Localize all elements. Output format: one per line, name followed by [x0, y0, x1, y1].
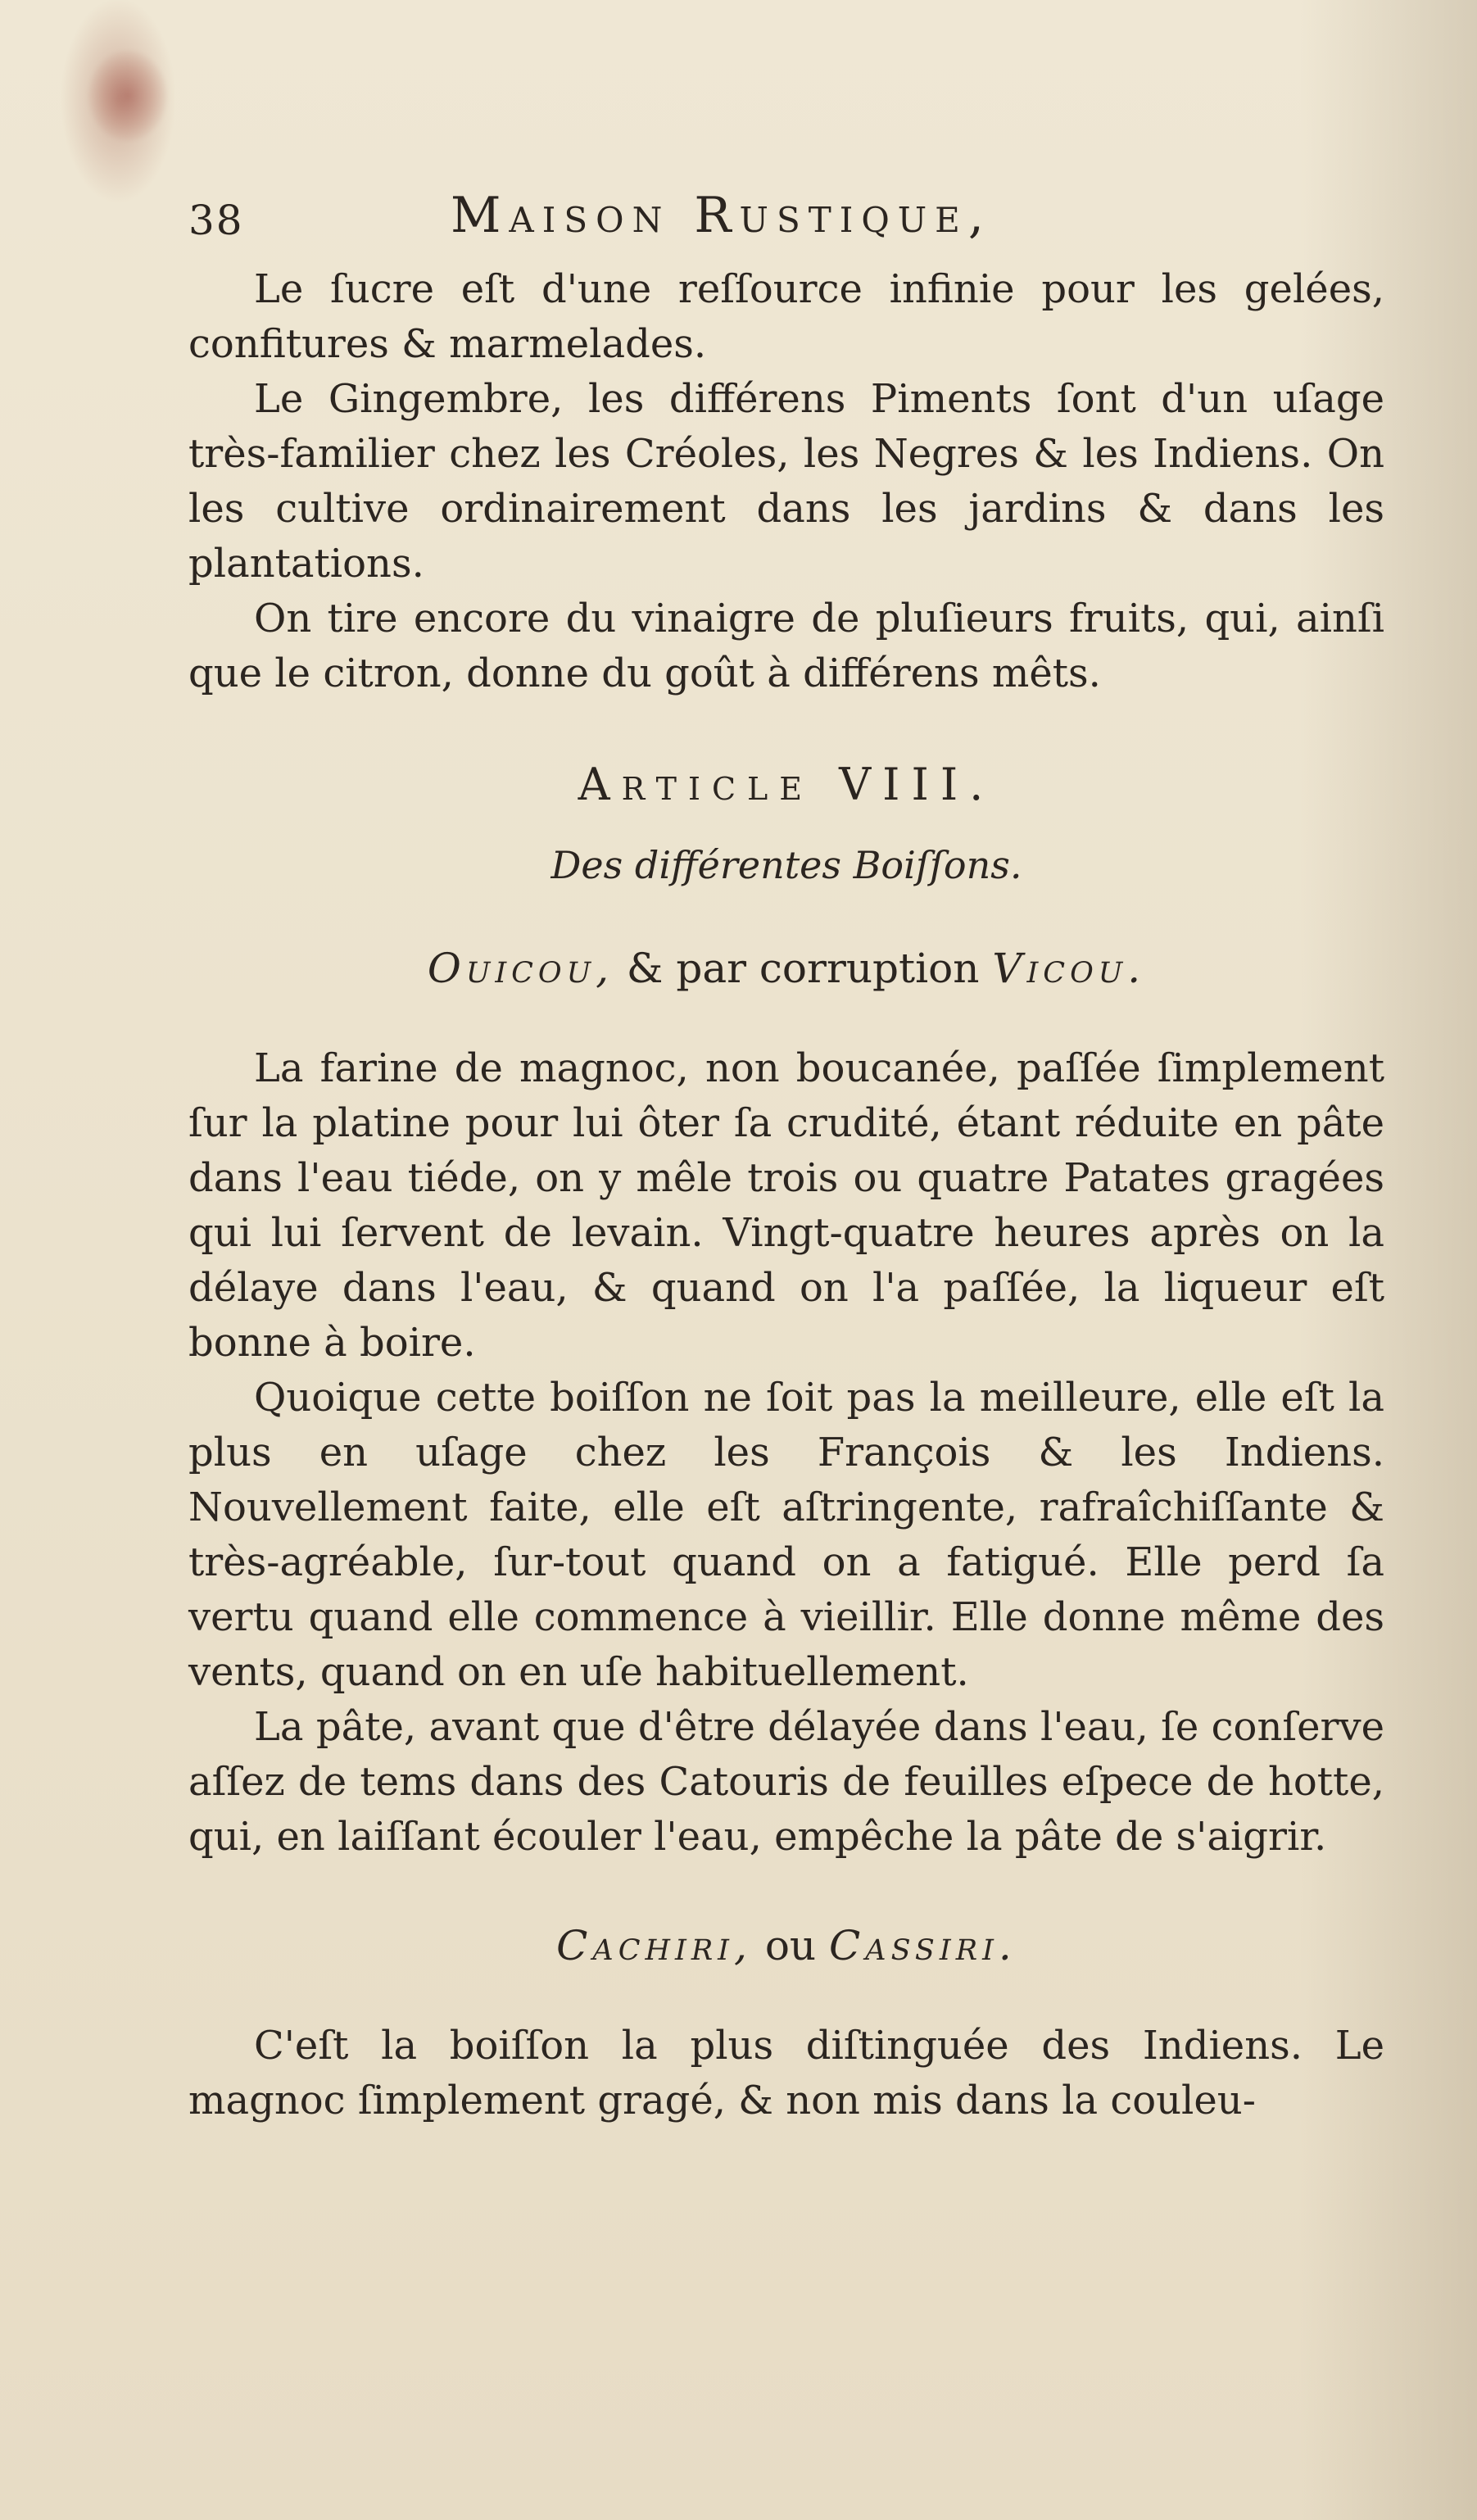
- section-heading-cachiri: [188, 1922, 1384, 1969]
- article-subtitle: Des différentes Boiſſons.: [550, 843, 1022, 887]
- section-title-cassiri: Cassiri.: [829, 1922, 1017, 1969]
- page-number: 38: [188, 197, 244, 244]
- section-heading-ouicou: [188, 945, 1384, 992]
- stain-mark: [88, 51, 167, 141]
- section-title-ouicou: Ouicou,: [427, 945, 614, 992]
- section-title-vicou: Vicou.: [992, 945, 1146, 992]
- paragraph-sugar: Le ſucre eſt d'une reſſource infinie pour les gelées, confitures & marmelades.: [188, 266, 1384, 367]
- paragraph-ouicou-storage: La pâte, avant que d'être délayée dans l'eau, ſe conſerve aſſez de tems dans des Catouris de feuilles eſpece de hotte, qui, en laiſſant écouler l'eau, empêche la pâte de s'aigrir.: [188, 1704, 1384, 1860]
- paragraph-vinegar: On tire encore du vinaigre de pluſieurs fruits, qui, ainſi que le citron, donne du goût à différens mêts.: [188, 596, 1384, 696]
- section-title-connector-ou: ou: [764, 1922, 817, 1969]
- section-title-cachiri: Cachiri,: [556, 1922, 752, 1969]
- section-title-connector: & par corruption: [626, 945, 980, 992]
- book-page: [188, 180, 1384, 2128]
- running-head: Maison Rustique,: [451, 187, 992, 244]
- page-header: [188, 180, 1384, 262]
- paragraph-ginger: Le Gingembre, les différens Piments ſont d'un uſage très-familier chez les Créoles, les Negres & les Indiens. On les cultive ordinairement dans les jardins & dans les plantations.: [188, 376, 1384, 587]
- article-heading: Article VIII.: [578, 759, 995, 810]
- paragraph-cachiri: C'eſt la boiſſon la plus diſtinguée des Indiens. Le magnoc ſimplement gragé, & non mis dans la couleu-: [188, 2023, 1384, 2123]
- paragraph-ouicou-recipe: La farine de magnoc, non boucanée, paſſée ſimplement ſur la platine pour lui ôter ſa crudité, étant réduite en pâte dans l'eau tiéde, on y mêle trois ou quatre Patates gragées qui lui ſervent de levain. Vingt-quatre heures après on la délaye dans l'eau, & quand on l'a paſſée, la liqueur eſt bonne à boire.: [188, 1045, 1384, 1366]
- paragraph-ouicou-usage: Quoique cette boiſſon ne ſoit pas la meilleure, elle eſt la plus en uſage chez les François & les Indiens. Nouvellement faite, elle eſt aſtringente, rafraîchiſſante & très-agréable, ſur-tout quand on a fatigué. Elle perd ſa vertu quand elle commence à vieillir. Elle donne même des vents, quand on en uſe habituellement.: [188, 1375, 1384, 1695]
